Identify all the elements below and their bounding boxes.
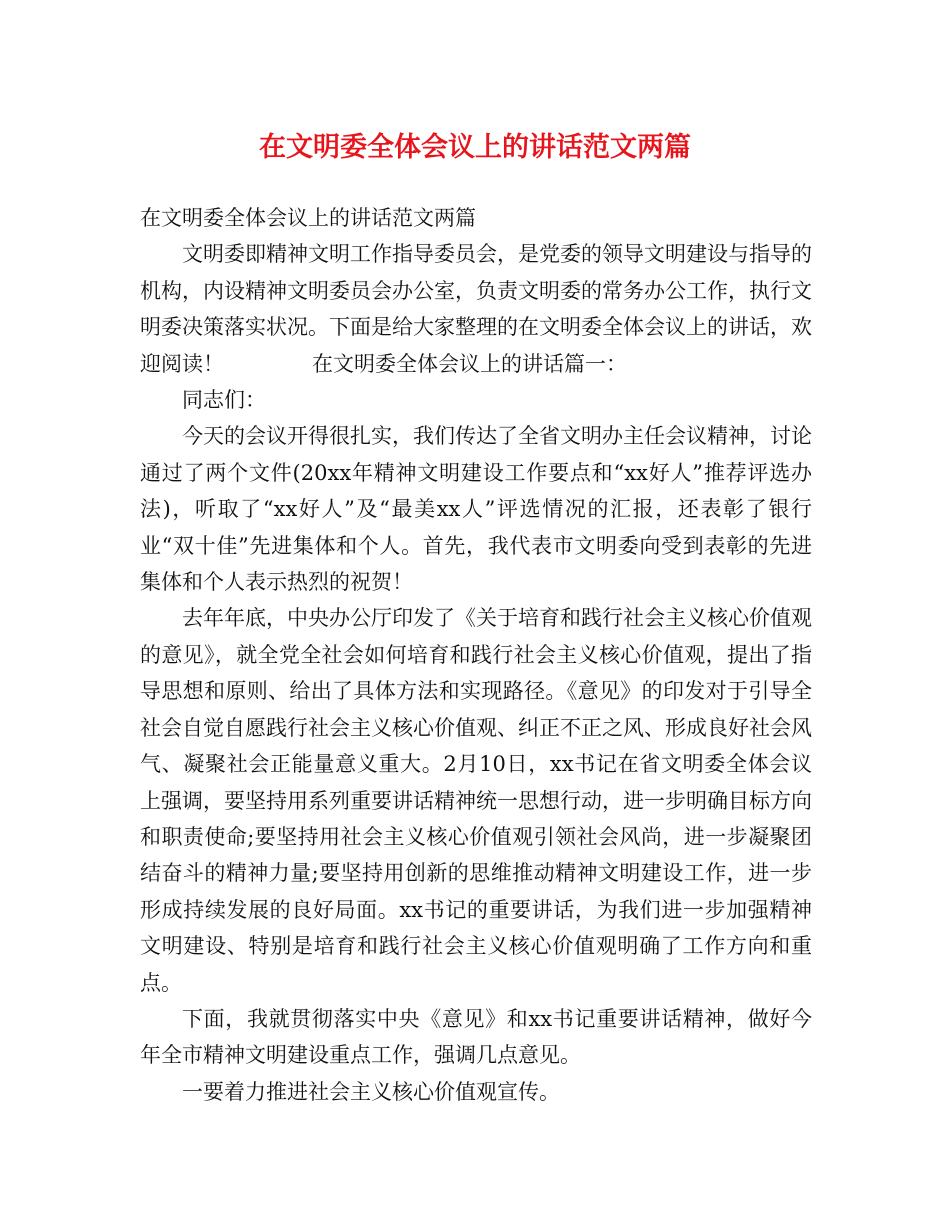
document-title: 在文明委全体会议上的讲话范文两篇 xyxy=(259,132,691,163)
speech-one-heading: 在文明委全体会议上的讲话篇一： xyxy=(312,351,627,376)
paragraph-1: 今天的会议开得很扎实，我们传达了全省文明办主任会议精神，讨论通过了两个文件(20xx年精神文明建设工作要点和“xx好人”推荐评选办法)，听取了“xx好人”及“最美xx人”评选情况的汇报，还表彰了银行业“双十佳”先进集体和个人。首先，我代表市文明委向受到表彰的先进集体和个人表示热烈的祝贺！ xyxy=(140,424,812,595)
paragraph-4: 一要着力推进社会主义核心价值观宣传。 xyxy=(182,1079,560,1104)
greeting: 同志们： xyxy=(182,388,266,413)
intro-text: 文明委即精神文明工作指导委员会，是党委的领导文明建设与指导的机构，内设精神文明委员会办公室，负责文明委的常务办公工作，执行文明委决策落实状况。下面是给大家整理的在文明委全体会议上的讲话，欢迎阅读！ xyxy=(140,242,812,376)
paragraph-2: 去年年底，中央办公厅印发了《关于培育和践行社会主义核心价值观的意见》，就全党全社会如何培育和践行社会主义核心价值观，提出了指导思想和原则、给出了具体方法和实现路径。《意见》的印发对于引导全社会自觉自愿践行社会主义核心价值观、纠正不正之风、形成良好社会风气、凝聚社会正能量意义重大。2月10日，xx书记在省文明委全体会议上强调，要坚持用系列重要讲话精神统一思想行动，进一步明确目标方向和职责使命;要坚持用社会主义核心价值观引领社会风尚，进一步凝聚团结奋斗的精神力量;要坚持用创新的思维推动精神文明建设工作，进一步形成持续发展的良好局面。xx书记的重要讲话，为我们进一步加强精神文明建设、特别是培育和践行社会主义核心价值观明确了工作方向和重点。 xyxy=(140,606,812,995)
intro-paragraph xyxy=(140,236,812,382)
document-subtitle: 在文明委全体会议上的讲话范文两篇 xyxy=(140,206,476,230)
document-body xyxy=(140,200,812,1110)
paragraph-3: 下面，我就贯彻落实中央《意见》和xx书记重要讲话精神，做好今年全市精神文明建设重点工作，强调几点意见。 xyxy=(140,1006,812,1068)
